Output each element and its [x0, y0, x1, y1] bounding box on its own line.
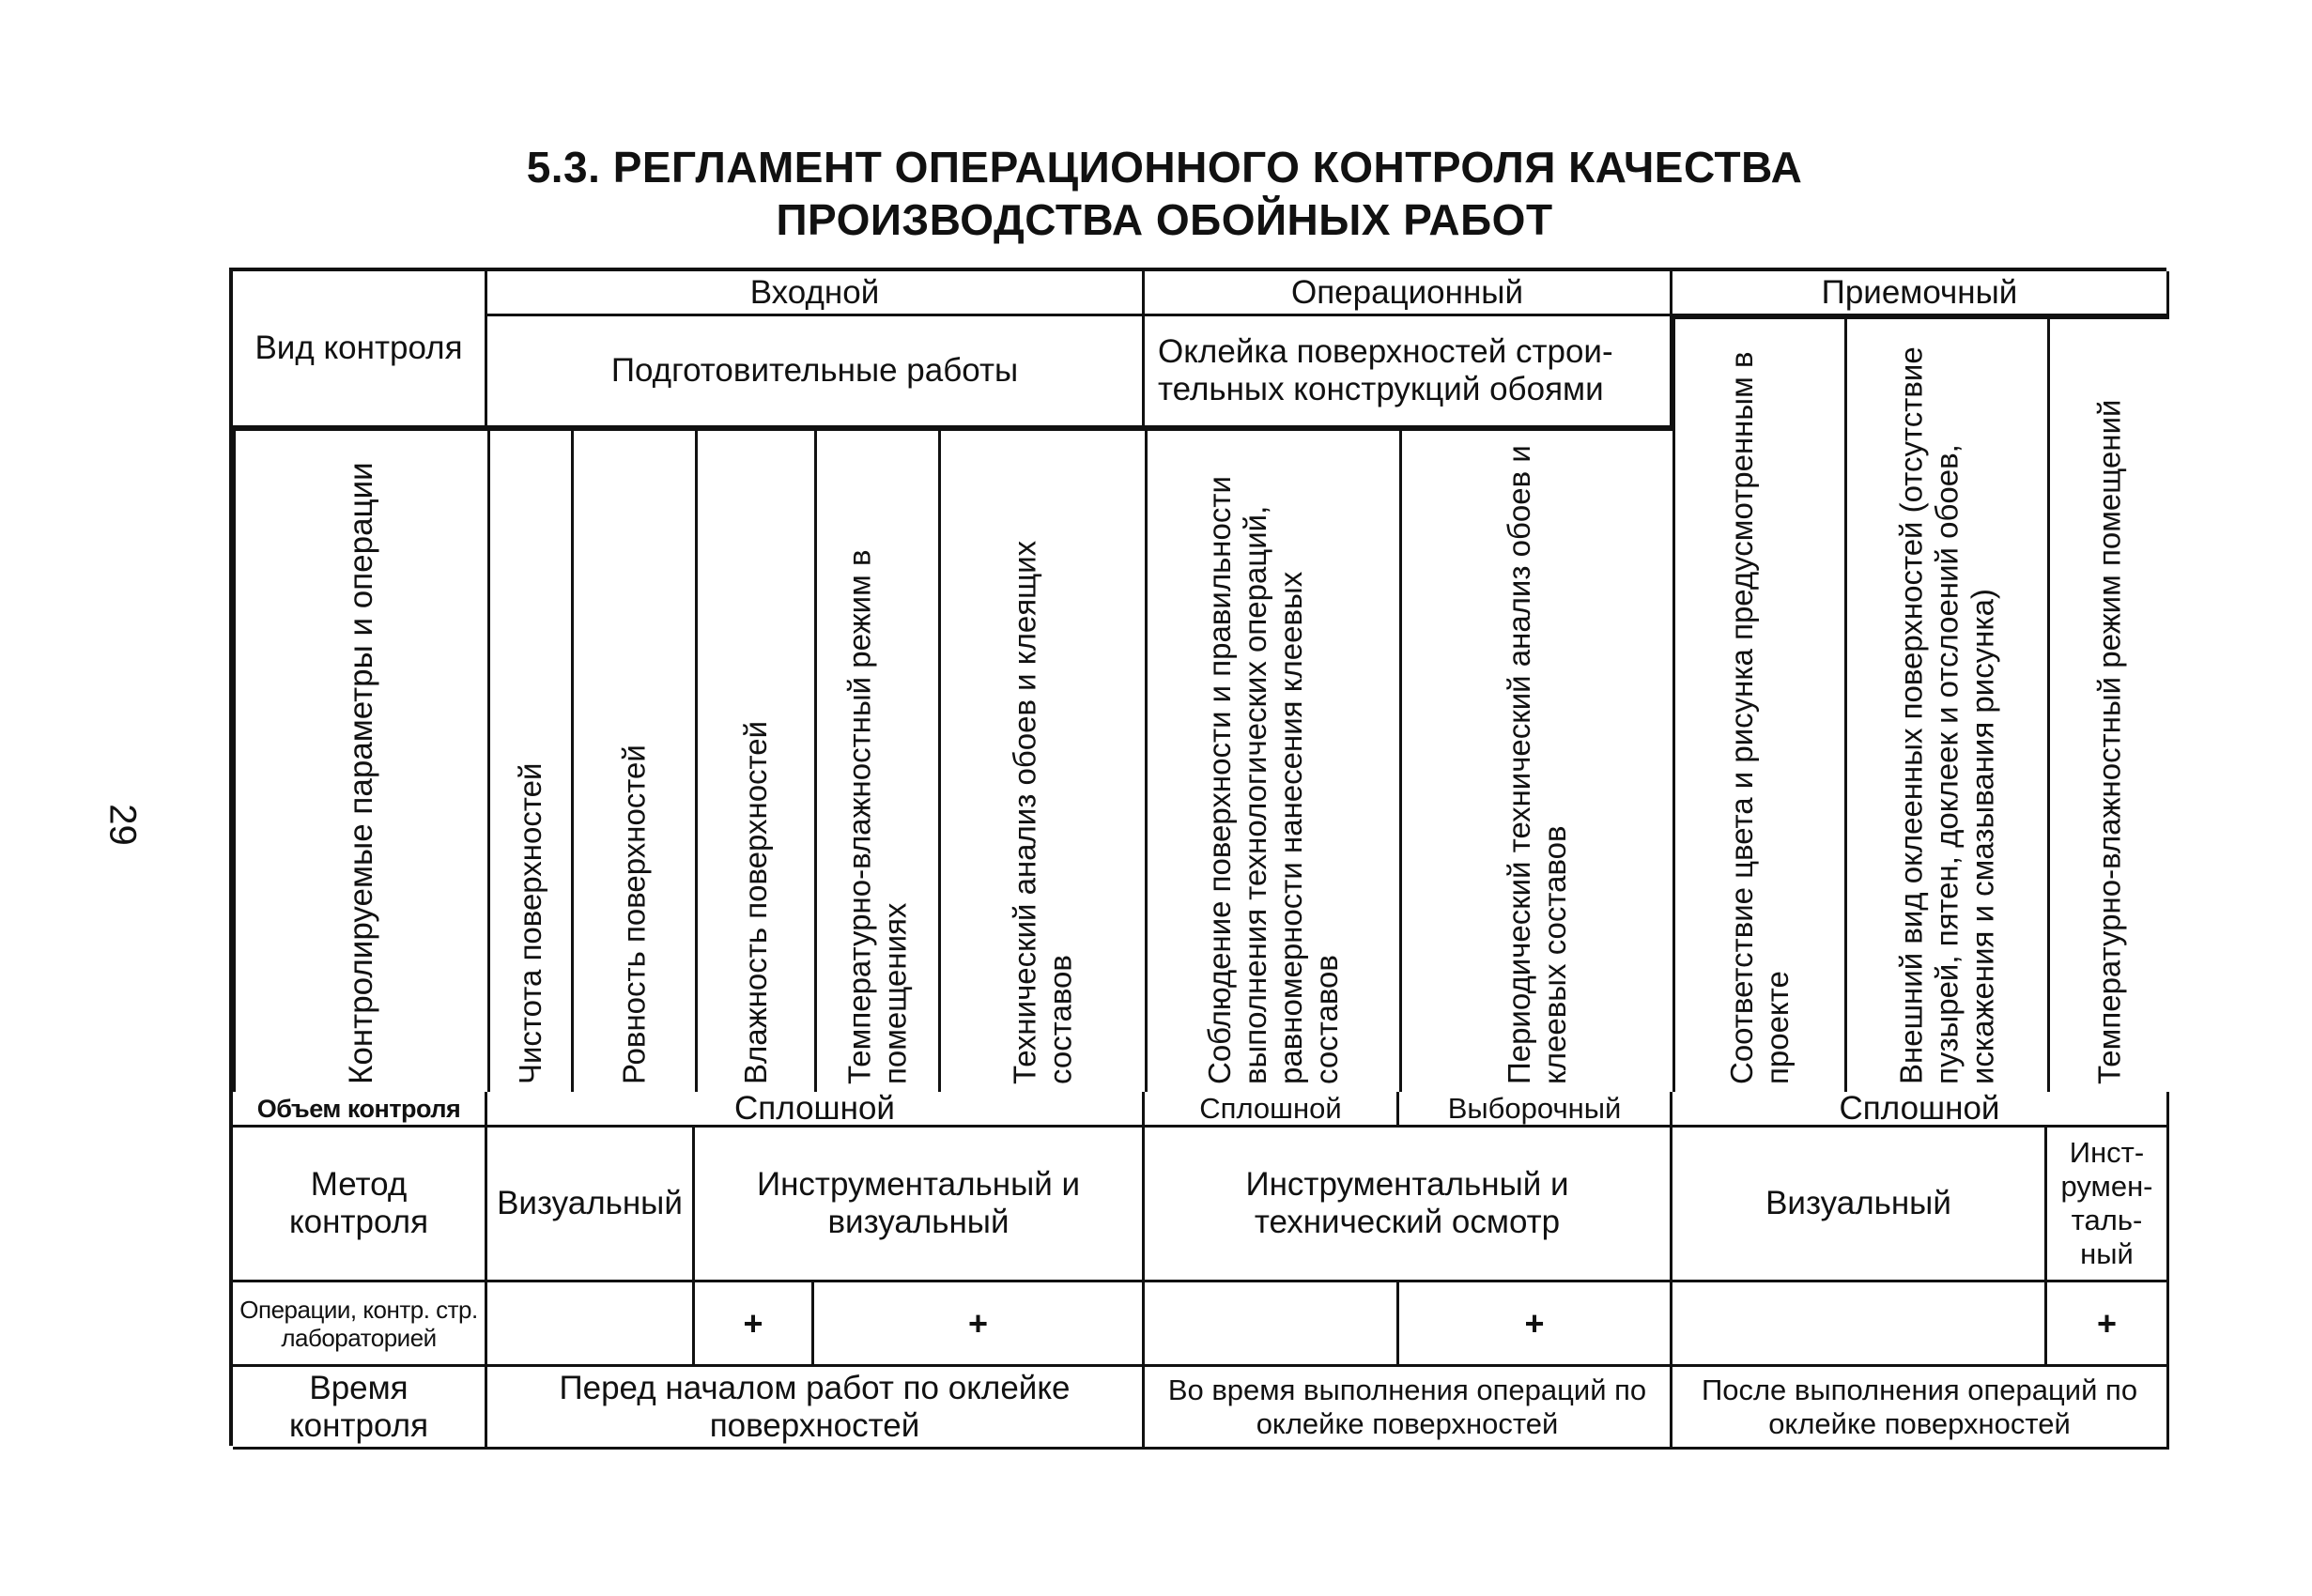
volume-operational-1: Сплошной	[1145, 1092, 1399, 1128]
method-input-visual: Визуальный	[487, 1128, 695, 1282]
control-type-operational: Операционный	[1145, 271, 1672, 316]
header-lab-operations: Операции, контр. стр. лабораторией	[233, 1282, 487, 1367]
header-time: Время контроля	[233, 1367, 487, 1450]
volume-acceptance: Сплошной	[1672, 1092, 2169, 1128]
volume-operational-2: Выборочный	[1399, 1092, 1672, 1128]
lab-cell-operational-1	[1145, 1282, 1399, 1367]
method-acceptance-instrumental: Инст-румен-таль-ный	[2047, 1128, 2169, 1282]
param-temp-humidity-acceptance: Температурно-влажностный режим помещений	[2047, 316, 2169, 1092]
param-evenness: Ровность поверхностей	[571, 428, 695, 1092]
page-number: 29	[101, 804, 144, 846]
param-color-pattern: Соответствие цвета и рисунка предусмотренным в проекте	[1672, 316, 1844, 1092]
control-type-acceptance: Приемочный	[1672, 271, 2169, 316]
lab-mark-operational: +	[1399, 1282, 1672, 1367]
control-type-input: Входной	[487, 271, 1145, 316]
param-appearance: Внешний вид оклеенных поверхностей (отсутствие пузырей, пятен, доклеек и отслоений обоев, искажения и смазывания рисунка)	[1844, 316, 2047, 1092]
param-tech-analysis: Технический анализ обоев и клеящих составов	[938, 428, 1145, 1092]
method-acceptance-visual: Визуальный	[1672, 1128, 2047, 1282]
param-technology-compliance: Соблюдение поверхности и правильности выполнения технологических операций, равномерности нанесения клеевых составов	[1145, 428, 1399, 1092]
stage-gluing: Оклейка поверхностей строи-тельных конструкций обоями	[1145, 316, 1672, 428]
header-volume: Объем контроля	[233, 1092, 487, 1128]
volume-input: Сплошной	[487, 1092, 1145, 1128]
lab-mark-acceptance: +	[2047, 1282, 2169, 1367]
method-input-instrumental: Инструментальный и визуальный	[695, 1128, 1145, 1282]
time-operational: Во время выполнения операций по оклейке поверхностей	[1145, 1367, 1672, 1450]
title-line-2: ПРОИЗВОДСТВА ОБОЙНЫХ РАБОТ	[776, 195, 1553, 244]
param-moisture: Влажность поверхностей	[695, 428, 814, 1092]
lab-mark-moisture: +	[695, 1282, 814, 1367]
param-cleanliness: Чистота поверхностей	[487, 428, 571, 1092]
param-periodic-analysis: Периодический технический анализ обоев и клеевых составов	[1399, 428, 1672, 1092]
header-parameters: Контролируемые параметры и операции	[233, 428, 487, 1092]
time-acceptance: После выполнения операций по оклейке поверхностей	[1672, 1367, 2169, 1450]
stage-preparatory: Подготовительные работы	[487, 316, 1145, 428]
method-operational: Инструментальный и технический осмотр	[1145, 1128, 1672, 1282]
lab-mark-input: +	[814, 1282, 1145, 1367]
header-method: Метод контроля	[233, 1128, 487, 1282]
lab-cell-acceptance-visual	[1672, 1282, 2047, 1367]
title-line-1: 5.3. РЕГЛАМЕНТ ОПЕРАЦИОННОГО КОНТРОЛЯ КАЧЕСТВА	[526, 143, 1803, 192]
document-title	[507, 141, 1822, 246]
time-input: Перед началом работ по оклейке поверхностей	[487, 1367, 1145, 1450]
param-temp-humidity: Температурно-влажностный режим в помещениях	[814, 428, 938, 1092]
lab-cell-input-visual	[487, 1282, 695, 1367]
control-regulation-table	[229, 268, 2166, 1446]
header-control-type: Вид контроля	[233, 271, 487, 428]
